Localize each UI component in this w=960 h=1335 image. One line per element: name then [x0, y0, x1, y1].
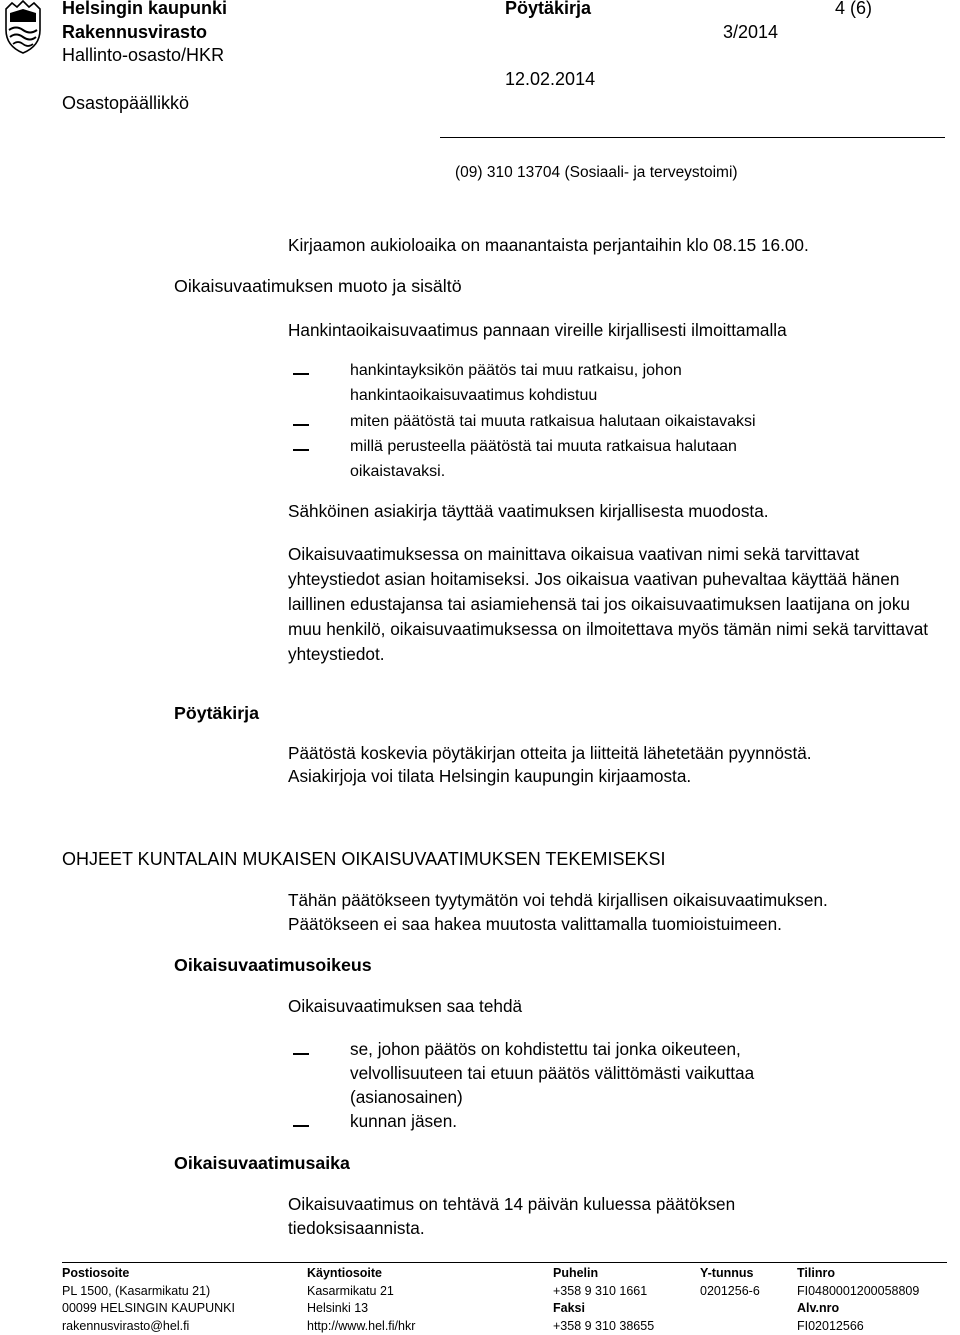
- list-item: kunnan jäsen.: [350, 1111, 457, 1132]
- section-heading-appeal-form: Oikaisuvaatimuksen muoto ja sisältö: [174, 276, 462, 297]
- list-item: hankintaoikaisuvaatimus kohdistuu: [350, 383, 597, 409]
- footer-label: Postiosoite: [62, 1265, 235, 1283]
- department-name: Hallinto-osasto/HKR: [62, 45, 224, 66]
- helsinki-crest-logo: [0, 0, 46, 54]
- footer-col-phone: [553, 1265, 654, 1335]
- footer-rule: [62, 1262, 947, 1263]
- period-line-2: tiedoksisaannista.: [288, 1218, 425, 1239]
- requirement-paragraph: Oikaisuvaatimuksessa on mainittava oikaisua vaativan nimi sekä tarvittavat yhteystiedot asian hoitamiseksi. Jos oikaisua vaativan puhevaltaa käyttää hänen laillinen edustajansa tai asiamiehensä tai jos oikaisuvaatimuksen laatijana on joku muu henkilö, oikaisuvaatimuksessa on ilmoitettava myös tämän nimi sekä tarvittavat yhteystiedot.: [288, 542, 948, 667]
- list-item: millä perusteella päätöstä tai muuta ratkaisua halutaan: [350, 434, 737, 460]
- footer-label: Puhelin: [553, 1265, 654, 1283]
- footer-value: FI02012566: [797, 1318, 919, 1335]
- footer-label: Y-tunnus: [700, 1265, 760, 1283]
- right-intro: Oikaisuvaatimuksen saa tehdä: [288, 996, 522, 1017]
- instructions-title: OHJEET KUNTALAIN MUKAISEN OIKAISUVAATIMUKSEN TEKEMISEKSI: [62, 849, 665, 870]
- footer-col-visit: [307, 1265, 415, 1335]
- list-item: miten päätöstä tai muuta ratkaisua halutaan oikaistavaksi: [350, 409, 756, 435]
- footer-value: Helsinki 13: [307, 1300, 415, 1318]
- footer-label: Faksi: [553, 1300, 654, 1318]
- list-item: velvollisuuteen tai etuun päätös välittömästi vaikuttaa: [350, 1063, 754, 1084]
- footer-col-business-id: [700, 1265, 760, 1300]
- page-number: 4 (6): [835, 0, 872, 19]
- dash-bullet: [293, 373, 309, 375]
- footer-label: Tilinro: [797, 1265, 919, 1283]
- list-item: oikaistavaksi.: [350, 459, 445, 485]
- section-heading-right-to-appeal: Oikaisuvaatimusoikeus: [174, 955, 372, 976]
- agency-name: Rakennusvirasto: [62, 22, 207, 43]
- doc-type: Pöytäkirja: [505, 0, 591, 19]
- footer-col-postal: [62, 1265, 235, 1335]
- footer-web-link[interactable]: http://www.hel.fi/hkr: [307, 1318, 415, 1335]
- footer-value: PL 1500, (Kasarmikatu 21): [62, 1283, 235, 1301]
- footer-value: FI0480001200058809: [797, 1283, 919, 1301]
- section-heading-appeal-period: Oikaisuvaatimusaika: [174, 1153, 350, 1174]
- dash-bullet: [293, 424, 309, 426]
- footer-label: Käyntiosoite: [307, 1265, 415, 1283]
- footer-label: Alv.nro: [797, 1300, 919, 1318]
- dash-bullet: [293, 1053, 309, 1055]
- minutes-line-2: Asiakirjoja voi tilata Helsingin kaupungin kirjaamosta.: [288, 766, 691, 787]
- minutes-line-1: Päätöstä koskevia pöytäkirjan otteita ja liitteitä lähetetään pyynnöstä.: [288, 743, 812, 764]
- footer-value: Kasarmikatu 21: [307, 1283, 415, 1301]
- role-name: Osastopäällikkö: [62, 93, 189, 114]
- footer-value: 0201256-6: [700, 1283, 760, 1301]
- dash-bullet: [293, 1125, 309, 1127]
- list-item: hankintayksikön päätös tai muu ratkaisu, johon: [350, 358, 682, 384]
- instructions-line-1: Tähän päätökseen tyytymätön voi tehdä kirjallisen oikaisuvaatimuksen.: [288, 890, 828, 911]
- dash-bullet: [293, 449, 309, 451]
- doc-date: 12.02.2014: [505, 69, 595, 90]
- appeal-intro: Hankintaoikaisuvaatimus pannaan vireille kirjallisesti ilmoittamalla: [288, 320, 787, 341]
- section-heading-minutes: Pöytäkirja: [174, 703, 259, 724]
- instructions-line-2: Päätökseen ei saa hakea muutosta valittamalla tuomioistuimeen.: [288, 914, 782, 935]
- list-item: (asianosainen): [350, 1087, 463, 1108]
- header-rule: [440, 137, 945, 138]
- phone-line: (09) 310 13704 (Sosiaali- ja terveystoimi): [455, 164, 738, 182]
- footer-value: +358 9 310 1661: [553, 1283, 654, 1301]
- period-line-1: Oikaisuvaatimus on tehtävä 14 päivän kuluessa päätöksen: [288, 1194, 735, 1215]
- office-hours: Kirjaamon aukioloaika on maanantaista perjantaihin klo 08.15 16.00.: [288, 235, 809, 256]
- footer-value: +358 9 310 38655: [553, 1318, 654, 1335]
- doc-number: 3/2014: [723, 22, 778, 43]
- org-name: Helsingin kaupunki: [62, 0, 227, 19]
- footer-col-account: [797, 1265, 919, 1335]
- footer-value: 00099 HELSINGIN KAUPUNKI: [62, 1300, 235, 1318]
- footer-email-link[interactable]: rakennusvirasto@hel.fi: [62, 1318, 235, 1335]
- list-item: se, johon päätös on kohdistettu tai jonka oikeuteen,: [350, 1039, 741, 1060]
- electronic-document-note: Sähköinen asiakirja täyttää vaatimuksen kirjallisesta muodosta.: [288, 501, 769, 522]
